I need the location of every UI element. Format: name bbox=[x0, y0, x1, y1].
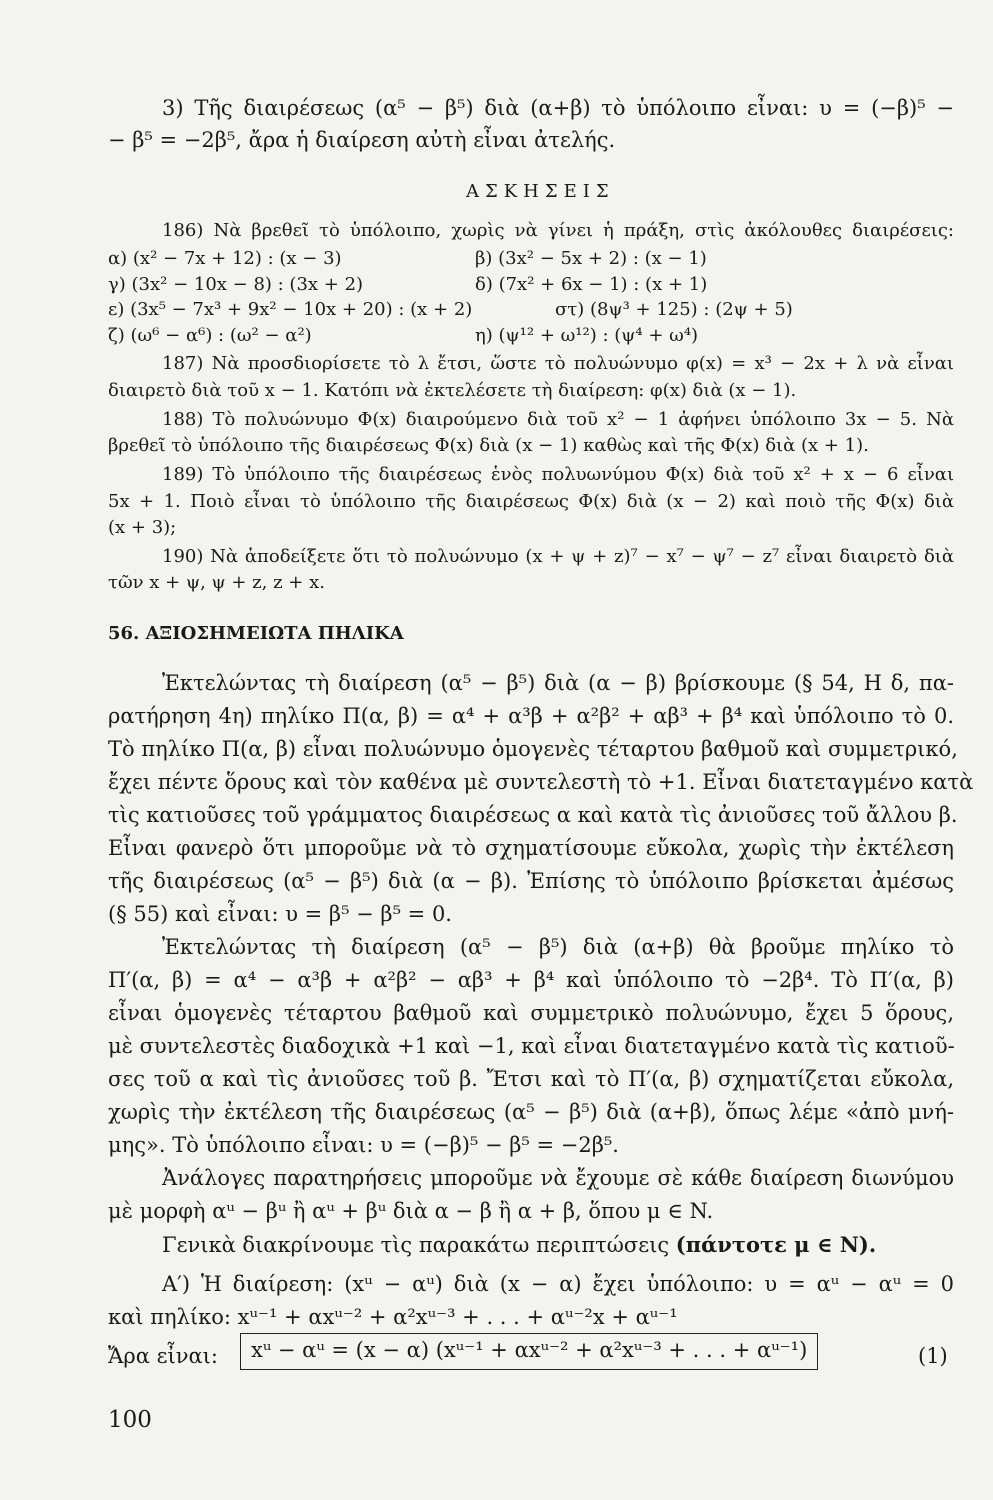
exercise-188-line-1: 188) Τὸ πολυώνυμο Φ(x) διαιρούμενο διὰ τοῦ x² − 1 ἀφήνει ὑπόλοιπο 3x − 5. Νὰ bbox=[162, 409, 954, 430]
formula-prefix: Ἄρα εἶναι: bbox=[108, 1344, 218, 1368]
exercise-186-z: ζ) (ω⁶ − α⁶) : (ω² − α²) bbox=[108, 325, 312, 346]
exercise-186-g: γ) (3x² − 10x − 8) : (3x + 2) bbox=[108, 274, 364, 295]
para2-line-6: χωρὶς τὴν ἐκτέλεση τῆς διαιρέσεως (α⁵ − β⁵) διὰ (α+β), ὅπως λέμε «ἀπὸ μνή- bbox=[108, 1100, 954, 1124]
exercise-186-d: δ) (7x² + 6x − 1) : (x + 1) bbox=[475, 274, 708, 295]
para1-line-8: (§ 55) καὶ εἶναι: υ = β⁵ − β⁵ = 0. bbox=[108, 902, 452, 926]
exercise-189-line-3: (x + 3); bbox=[108, 517, 177, 538]
case-a-line-2: καὶ πηλίκο: xᵘ⁻¹ + αxᵘ⁻² + α²xᵘ⁻³ + . . . + αᵘ⁻²x + αᵘ⁻¹ bbox=[108, 1305, 678, 1329]
page-number: 100 bbox=[108, 1407, 152, 1433]
exercise-188-line-2: βρεθεῖ τὸ ὑπόλοιπο τῆς διαιρέσεως Φ(x) διὰ (x − 1) καθὼς καὶ τῆς Φ(x) διὰ (x + 1). bbox=[108, 435, 869, 456]
para1-line-1: Ἐκτελώντας τὴ διαίρεση (α⁵ − β⁵) διὰ (α − β) βρίσκουμε (§ 54, Η δ, πα- bbox=[162, 671, 954, 695]
exercise-187-line-2: διαιρετὸ διὰ τοῦ x − 1. Κατόπι νὰ ἐκτελέσετε τὴ διαίρεση: φ(x) διὰ (x − 1). bbox=[108, 380, 797, 401]
exercise-186-a: α) (x² − 7x + 12) : (x − 3) bbox=[108, 248, 342, 269]
para2-line-5: σες τοῦ α καὶ τὶς ἀνιοῦσες τοῦ β. Ἔτσι καὶ τὸ Π′(α, β) σχηματίζεται εὔκολα, bbox=[108, 1067, 954, 1091]
section-title: 56. ΑΞΙΟΣΗΜΕΙΩΤΑ ΠΗΛΙΚΑ bbox=[108, 623, 404, 644]
para3-line-1: Ἀνάλογες παρατηρήσεις μποροῦμε νὰ ἔχουμε σὲ κάθε διαίρεση διωνύμου bbox=[162, 1166, 954, 1190]
formula-box: xᵘ − αᵘ = (x − α) (xᵘ⁻¹ + αxᵘ⁻² + α²xᵘ⁻³ + . . . + αᵘ⁻¹) bbox=[240, 1333, 818, 1370]
exercise-187-line-1: 187) Νὰ προσδιορίσετε τὸ λ ἔτσι, ὥστε τὸ πολυώνυμο φ(x) = x³ − 2x + λ νὰ εἶναι bbox=[162, 353, 954, 374]
para2-line-7: μης». Τὸ ὑπόλοιπο εἶναι: υ = (−β)⁵ − β⁵ = −2β⁵. bbox=[108, 1133, 619, 1157]
para2-line-2: Π′(α, β) = α⁴ − α³β + α²β² − αβ³ + β⁴ καὶ ὑπόλοιπο τὸ −2β⁴. Τὸ Π′(α, β) bbox=[108, 968, 954, 992]
para1-line-7: τῆς διαιρέσεως (α⁵ − β⁵) διὰ (α − β). Ἐπίσης τὸ ὑπόλοιπο βρίσκεται ἀμέσως bbox=[108, 869, 954, 893]
para4 bbox=[162, 1234, 876, 1256]
exercise-186-e: ε) (3x⁵ − 7x³ + 9x² − 10x + 20) : (x + 2) bbox=[108, 299, 473, 320]
para3-line-2: μὲ μορφὴ αᵘ − βᵘ ἢ αᵘ + βᵘ διὰ α − β ἢ α + β, ὅπου μ ∈ N. bbox=[108, 1199, 714, 1223]
exercise-190-line-2: τῶν x + ψ, ψ + z, z + x. bbox=[108, 572, 325, 593]
exercises-heading: ΑΣΚΗΣΕΙΣ bbox=[466, 181, 615, 202]
para2-line-4: μὲ συντελεστὲς διαδοχικὰ +1 καὶ −1, καὶ εἶναι διατεταγμένο κατὰ τὶς κατιοῦ- bbox=[108, 1034, 955, 1058]
intro-line-2: − β⁵ = −2β⁵, ἄρα ἡ διαίρεση αὐτὴ εἶναι ἀτελής. bbox=[108, 128, 616, 152]
exercise-189-line-2: 5x + 1. Ποιὸ εἶναι τὸ ὑπόλοιπο τῆς διαιρέσεως Φ(x) διὰ (x − 2) καὶ ποιὸ τῆς Φ(x) διὰ bbox=[108, 491, 954, 512]
exercise-186-h: η) (ψ¹² + ω¹²) : (ψ⁴ + ω⁴) bbox=[475, 325, 699, 346]
para1-line-4: ἔχει πέντε ὅρους καὶ τὸν καθένα μὲ συντελεστὴ τὸ +1. Εἶναι διατεταγμένο κατὰ bbox=[108, 770, 974, 794]
case-a-line-1: Α′) Ἡ διαίρεση: (xᵘ − αᵘ) διὰ (x − α) ἔχει ὑπόλοιπο: υ = αᵘ − αᵘ = 0 bbox=[162, 1272, 954, 1296]
para2-line-1: Ἐκτελώντας τὴ διαίρεση (α⁵ − β⁵) διὰ (α+β) θὰ βροῦμε πηλίκο τὸ bbox=[162, 935, 954, 959]
para2-line-3: εἶναι ὁμογενὲς τέταρτου βαθμοῦ καὶ συμμετρικὸ πολυώνυμο, ἔχει 5 ὅρους, bbox=[108, 1001, 954, 1025]
para4-bold: (πάντοτε μ ∈ N). bbox=[675, 1232, 877, 1257]
exercise-186-st: στ) (8ψ³ + 125) : (2ψ + 5) bbox=[555, 299, 793, 320]
exercise-186-b: β) (3x² − 5x + 2) : (x − 1) bbox=[475, 248, 707, 269]
exercise-190-line-1: 190) Νὰ ἀποδείξετε ὅτι τὸ πολυώνυμο (x + ψ + z)⁷ − x⁷ − ψ⁷ − z⁷ εἶναι διαιρετὸ διὰ bbox=[162, 546, 954, 567]
intro-line-1: 3) Τῆς διαιρέσεως (α⁵ − β⁵) διὰ (α+β) τὸ ὑπόλοιπο εἶναι: υ = (−β)⁵ − bbox=[162, 96, 954, 120]
para4-text: Γενικὰ διακρίνουμε τὶς παρακάτω περιπτώσεις bbox=[162, 1233, 670, 1257]
para1-line-3: Τὸ πηλίκο Π(α, β) εἶναι πολυώνυμο ὁμογενὲς τέταρτου βαθμοῦ καὶ συμμετρικό, bbox=[108, 737, 958, 761]
para1-line-2: ρατήρηση 4η) πηλίκο Π(α, β) = α⁴ + α³β + α²β² + αβ³ + β⁴ καὶ ὑπόλοιπο τὸ 0. bbox=[108, 704, 954, 728]
para1-line-6: Εἶναι φανερὸ ὅτι μποροῦμε νὰ τὸ σχηματίσουμε εὔκολα, χωρὶς τὴν ἐκτέλεση bbox=[108, 836, 954, 860]
formula-number: (1) bbox=[918, 1344, 948, 1368]
exercise-189-line-1: 189) Τὸ ὑπόλοιπο τῆς διαιρέσεως ἑνὸς πολυωνύμου Φ(x) διὰ τοῦ x² + x − 6 εἶναι bbox=[162, 464, 954, 485]
exercise-186-text: 186) Νὰ βρεθεῖ τὸ ὑπόλοιπο, χωρὶς νὰ γίνει ἡ πράξη, στὶς ἀκόλουθες διαιρέσεις: bbox=[162, 220, 954, 241]
para1-line-5: τὶς κατιοῦσες τοῦ γράμματος διαιρέσεως α καὶ κατὰ τὶς ἀνιοῦσες τοῦ ἄλλου β. bbox=[108, 803, 958, 827]
